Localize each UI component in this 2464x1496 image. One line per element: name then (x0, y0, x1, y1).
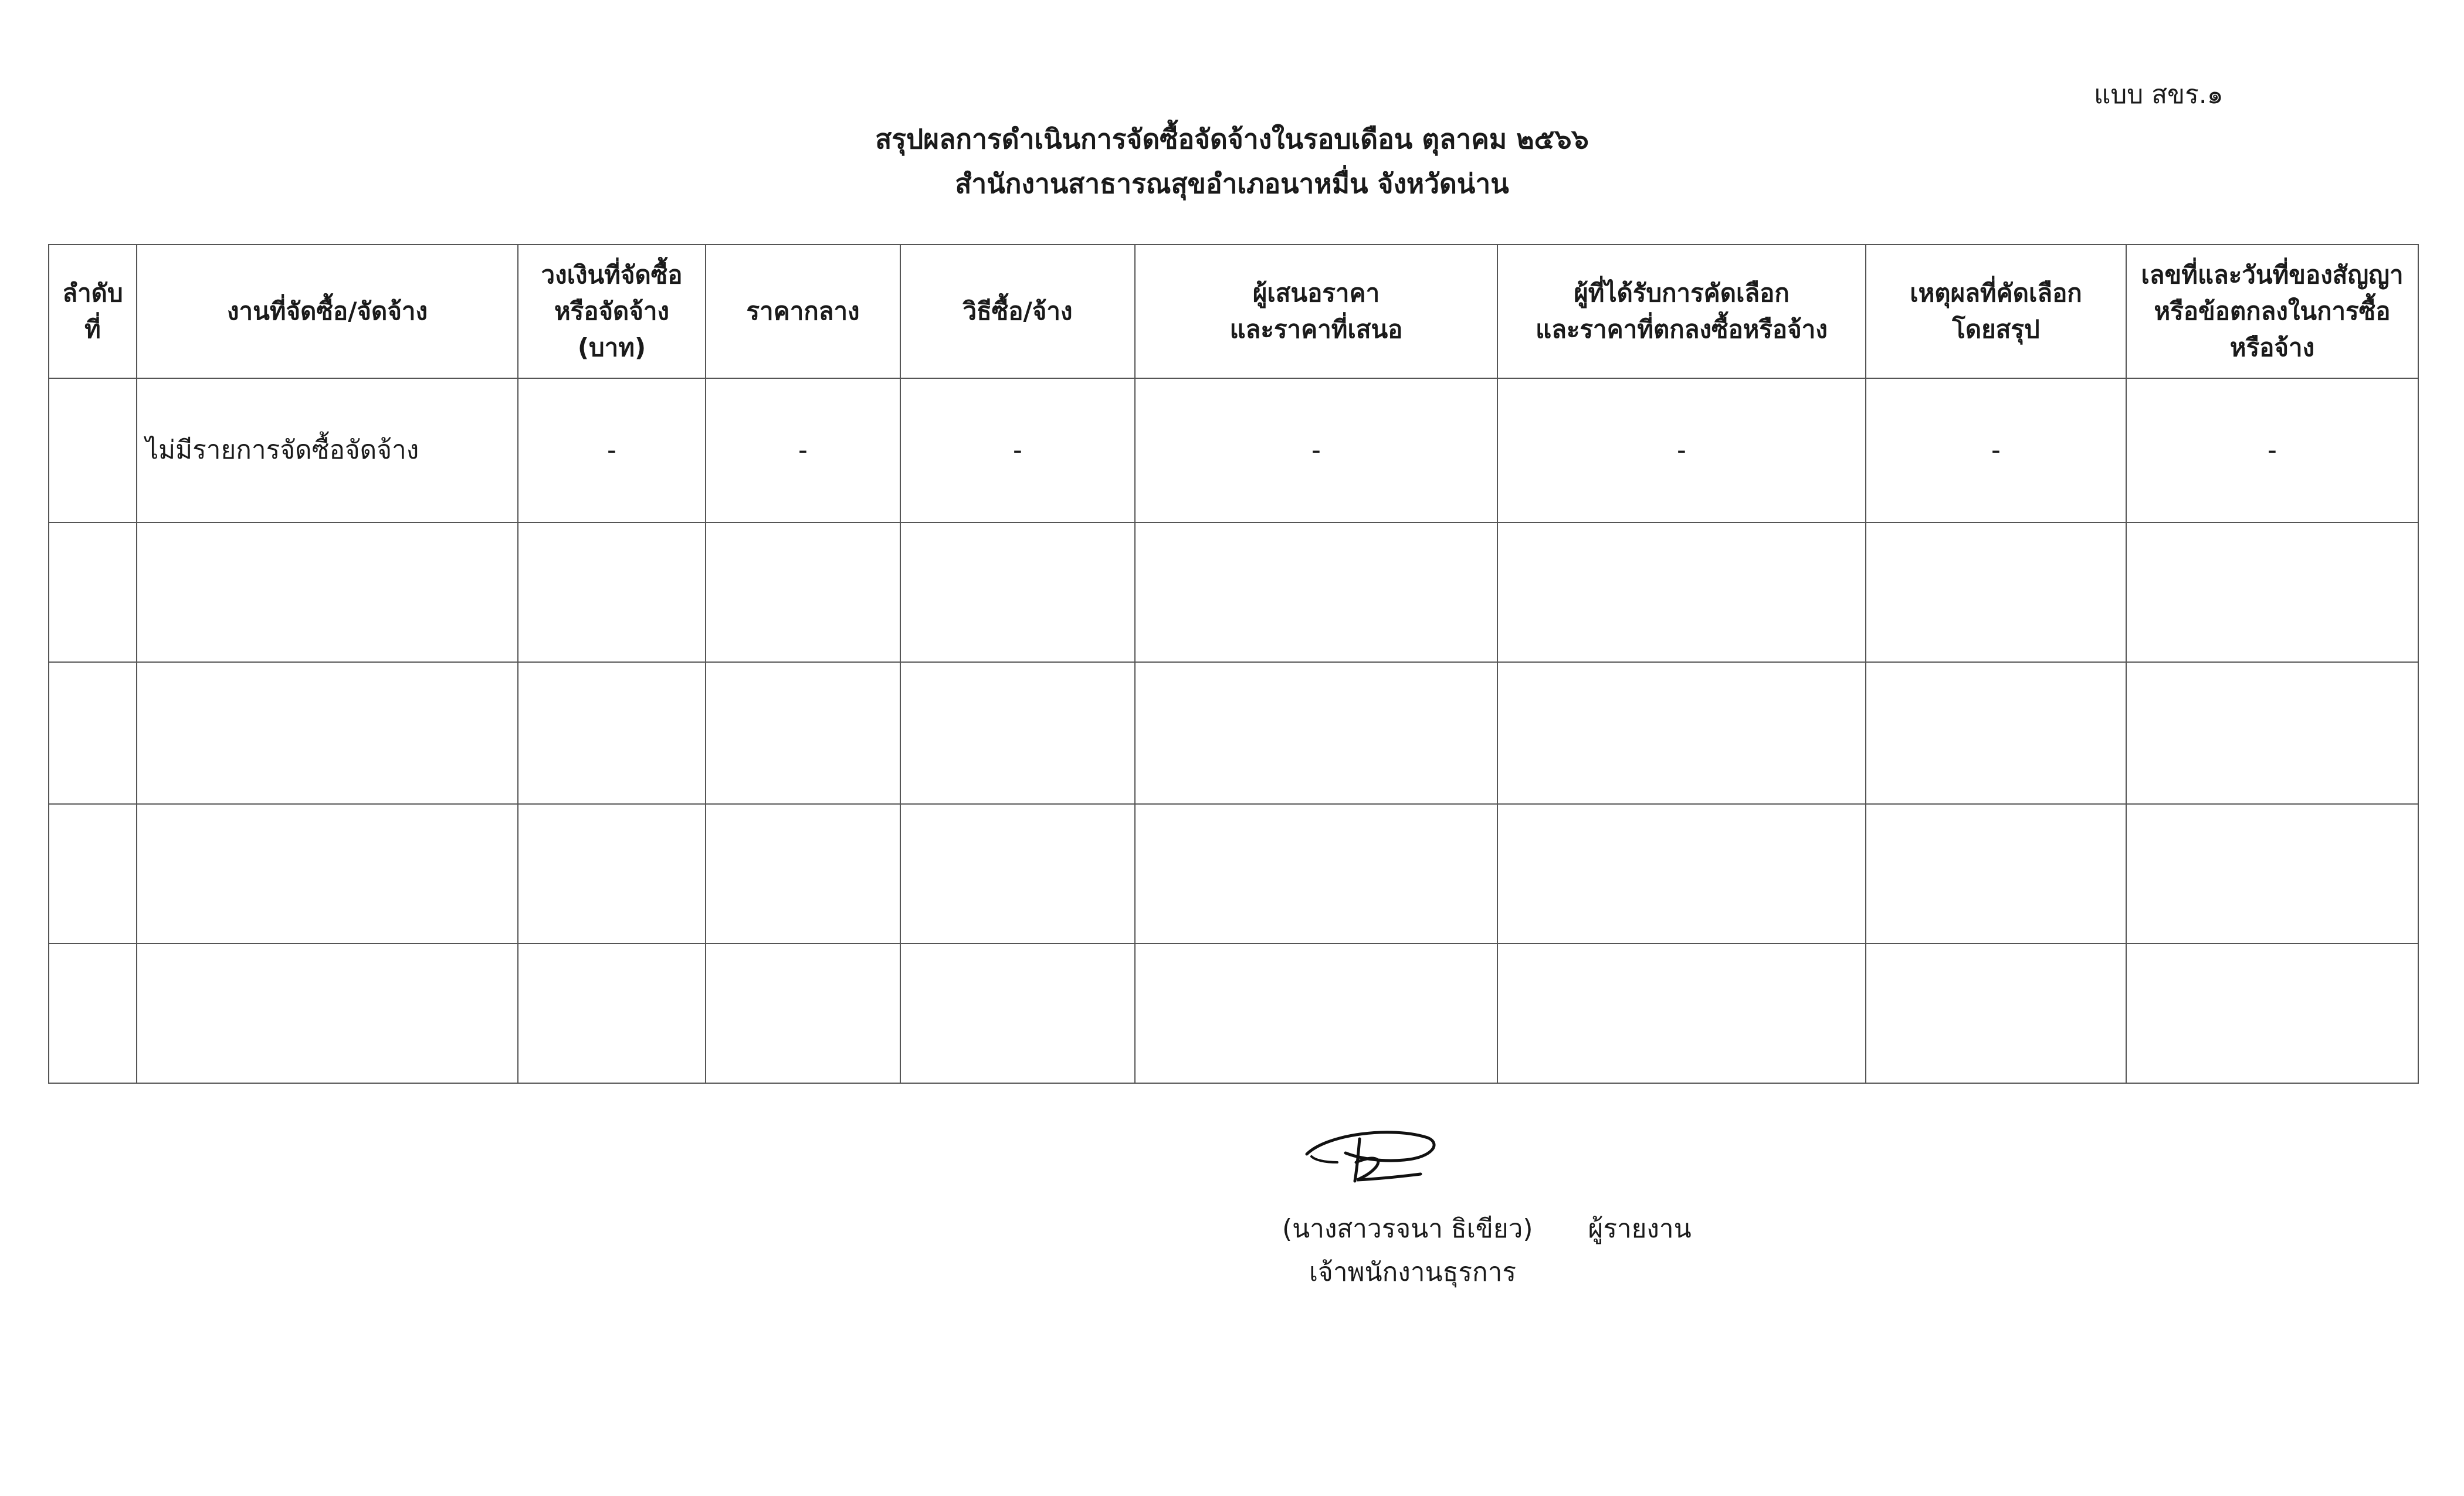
cell-order-no (49, 944, 137, 1083)
cell-method: - (900, 378, 1135, 523)
header-selected-vendor: ผู้ที่ได้รับการคัดเลือก และราคาที่ตกลงซื้อหรือจ้าง (1497, 245, 1866, 378)
header-procurement-item: งานที่จัดซื้อ/จัดจ้าง (137, 245, 518, 378)
report-title: สรุปผลการดำเนินการจัดซื้อจัดจ้างในรอบเดือน ตุลาคม ๒๕๖๖ (875, 123, 1589, 155)
office-name: สำนักงานสาธารณสุขอำเภอนาหมื่น จังหวัดน่าน (955, 168, 1509, 199)
cell-procurement-item (137, 662, 518, 804)
reporter-signature (1303, 1121, 1444, 1192)
cell-method (900, 804, 1135, 944)
cell-selected-vendor: - (1497, 378, 1866, 523)
cell-median-price: - (706, 378, 900, 523)
cell-budget: - (518, 378, 706, 523)
cell-bidders (1135, 662, 1497, 804)
cell-budget (518, 662, 706, 804)
cell-reason (1866, 944, 2126, 1083)
header-order-no: ลำดับ ที่ (49, 245, 137, 378)
cell-order-no (49, 662, 137, 804)
cell-procurement-item (137, 944, 518, 1083)
cell-contract-ref: - (2126, 378, 2418, 523)
table-row (49, 944, 2418, 1083)
cell-reason (1866, 804, 2126, 944)
cell-reason: - (1866, 378, 2126, 523)
cell-order-no (49, 523, 137, 662)
table-header-row (49, 245, 2418, 378)
cell-median-price (706, 804, 900, 944)
cell-method (900, 944, 1135, 1083)
header-median-price: ราคากลาง (706, 245, 900, 378)
cell-method (900, 662, 1135, 804)
cell-budget (518, 804, 706, 944)
procurement-table (48, 244, 2419, 1084)
cell-contract-ref (2126, 523, 2418, 662)
table-row (49, 378, 2418, 523)
cell-selected-vendor (1497, 804, 1866, 944)
header-budget: วงเงินที่จัดซื้อ หรือจัดจ้าง (บาท) (518, 245, 706, 378)
cell-procurement-item (137, 523, 518, 662)
cell-selected-vendor (1497, 523, 1866, 662)
reporter-role: ผู้รายงาน (1588, 1214, 1692, 1244)
cell-contract-ref (2126, 944, 2418, 1083)
cell-bidders: - (1135, 378, 1497, 523)
cell-contract-ref (2126, 662, 2418, 804)
cell-median-price (706, 523, 900, 662)
reporter-position: เจ้าพนักงานธุรการ (1309, 1257, 1516, 1287)
reporter-line (1282, 1212, 1751, 1247)
header-bidders: ผู้เสนอราคา และราคาที่เสนอ (1135, 245, 1497, 378)
cell-bidders (1135, 944, 1497, 1083)
cell-method (900, 523, 1135, 662)
cell-selected-vendor (1497, 944, 1866, 1083)
cell-order-no (49, 378, 137, 523)
header-contract-ref: เลขที่และวันที่ของสัญญา หรือข้อตกลงในการซื้อ หรือจ้าง (2126, 245, 2418, 378)
cell-reason (1866, 662, 2126, 804)
cell-contract-ref (2126, 804, 2418, 944)
cell-median-price (706, 944, 900, 1083)
cell-median-price (706, 662, 900, 804)
cell-bidders (1135, 523, 1497, 662)
table-row (49, 523, 2418, 662)
cell-budget (518, 944, 706, 1083)
form-code: แบบ สขร.๑ (2094, 80, 2224, 110)
cell-reason (1866, 523, 2126, 662)
reporter-name: (นางสาวรจนา ธิเขียว) (1282, 1214, 1533, 1244)
cell-order-no (49, 804, 137, 944)
cell-procurement-item: ไม่มีรายการจัดซื้อจัดจ้าง (137, 378, 518, 523)
table-row (49, 662, 2418, 804)
table-row (49, 804, 2418, 944)
cell-budget (518, 523, 706, 662)
header-reason: เหตุผลที่คัดเลือก โดยสรุป (1866, 245, 2126, 378)
cell-bidders (1135, 804, 1497, 944)
cell-procurement-item (137, 804, 518, 944)
cell-selected-vendor (1497, 662, 1866, 804)
header-method: วิธีซื้อ/จ้าง (900, 245, 1135, 378)
